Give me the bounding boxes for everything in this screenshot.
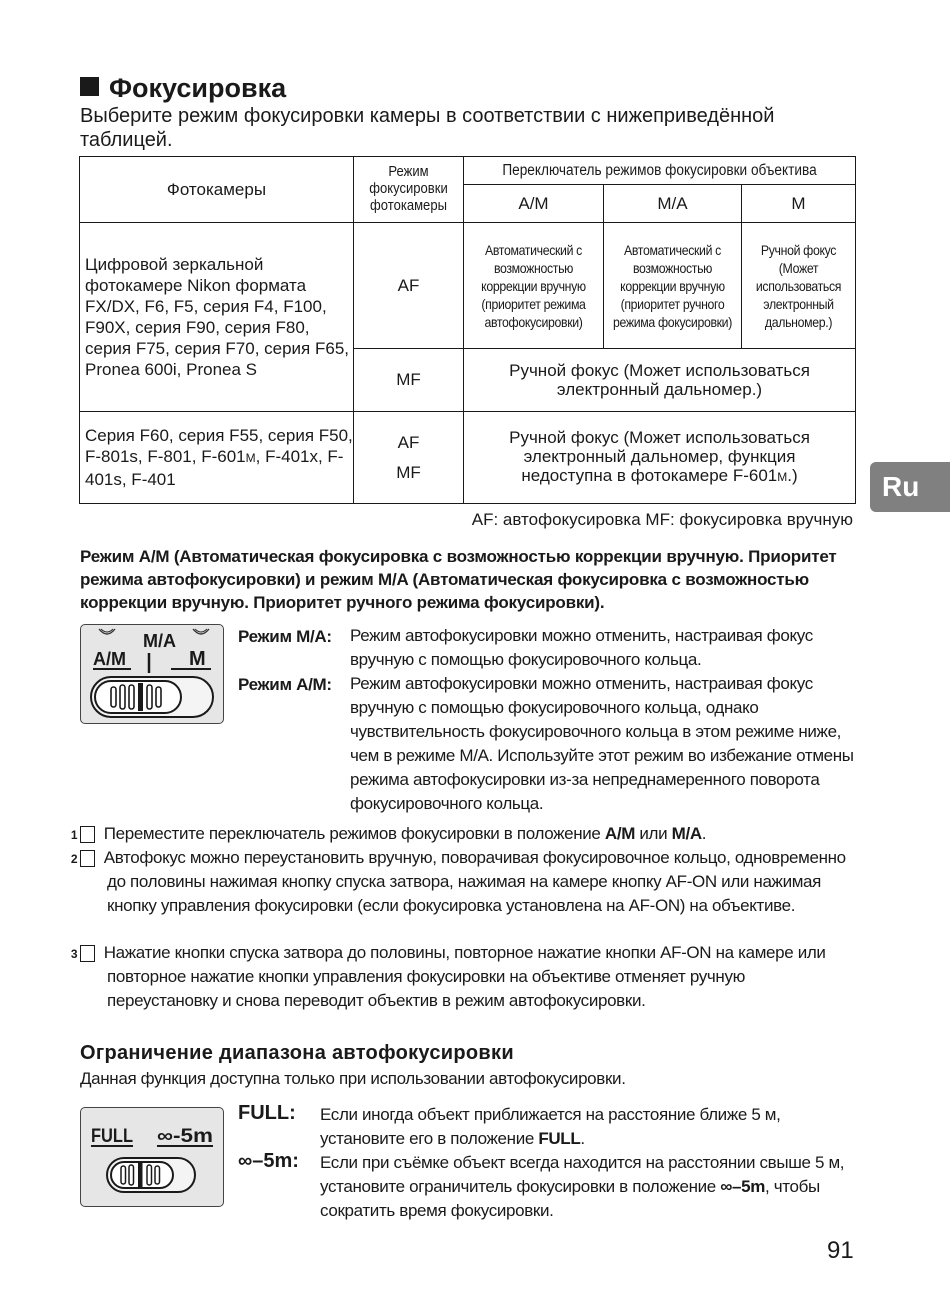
row1-af-ma-text: Автоматический с возможностью коррекции вручную (приоритет ручного режима фокусировки) [613,241,732,330]
step-1-text-mid: или [635,824,672,843]
limit-5m-text-b: , чтобы сократить время фокусировки. [320,1177,820,1220]
step-2 [70,846,850,918]
row2-all [464,412,856,504]
limit-full-label: FULL: [238,1102,296,1124]
header-ma: M/A [604,185,742,223]
row2-all-small-m: M [777,470,788,484]
row1-cameras: Цифровой зеркальной фотокамере Nikon формата FX/DX, F6, F5, серия F4, F100, F90X, серия F90, серия F80, серия F75, серия F70, серия F65, Pronea 600i, Pronea S [80,223,354,412]
row1-mf-all [464,349,856,412]
row2-all-text-end: .) [787,466,798,485]
step-3-number: 3 [80,945,95,962]
row1-af-am-text: Автоматический с возможностью коррекции вручную (приоритет режима автофокусировки) [481,241,586,330]
step-1-bold-am: A/M [604,824,636,843]
mode-ma-label: Режим M/A: [238,627,332,646]
step-1 [70,822,850,846]
mode-section-title: Режим A/M (Автоматическая фокусировка с возможностью коррекции вручную. Приоритет режима автофокусировки) и режим M/A (Автоматическая фокусировка с возможностью коррекции вручную. Приоритет ручного режима фокусировки). [80,547,837,612]
af-limit-title: Ограничение диапазона автофокусировки [80,1042,514,1064]
step-2-number: 2 [80,850,95,867]
mode-am-label: Режим A/M: [238,675,332,694]
limit-full-text [320,1103,855,1151]
step-1-number: 1 [80,826,95,843]
step-1-text-end: . [701,824,707,843]
switch1-top-label: M/A [143,631,176,651]
row2-all-text: Ручной фокус (Может использоваться электронный дальномер, функция недоступна в фотокамере F-601 [509,428,810,485]
row2-cameras-text: Серия F60, серия F55, серия F50, F-801s, F-801, F-601 [85,426,353,466]
af-limit-description: Данная функция доступна только при использовании автофокусировки. [80,1069,626,1088]
row2-cameras-small-m: M [245,451,256,465]
switch2-left-label: FULL [91,1126,134,1147]
row2-cameras-text-end: , F-401x, F-401s, F-401 [85,447,344,489]
page-title [80,73,286,104]
row1-mf-all-text: Ручной фокус (Может использоваться электронный дальномер.) [509,361,810,399]
row2-cameras [80,412,354,504]
limit-full-bold: FULL [538,1129,581,1148]
limit-5m-label: ∞–5m: [238,1150,299,1172]
switch1-left-label: A/M [93,649,126,669]
step-1-text: Переместите переключатель режимов фокусировки в положение [103,824,605,843]
header-camera-mode [354,157,464,223]
row2-af: AF [397,432,420,452]
square-bullet-icon [80,77,99,96]
header-lens-switch-text: Переключатель режимов фокусировки объектива [502,162,817,179]
header-camera-mode-text: Режим фокусировки фотокамеры [369,164,448,214]
row1-mf: MF [354,349,464,412]
row2-mf: MF [396,462,421,482]
mode-am-text: Режим автофокусировки можно отменить, настраивая фокус вручную с помощью фокусировочного кольца, однако чувствительность фокусировочного кольца в этом режиме ниже, чем в режиме M/A. Используйте этот режим во избежание отмены режима автофокусировки из-за непреднамеренного поворота фокусировочного кольца. [350,674,854,813]
switch2-right-label: ∞-5m [157,1126,213,1147]
intro-paragraph: Выберите режим фокусировки камеры в соответствии с нижеприведённой таблицей. [80,105,775,151]
focus-limit-switch-icon [81,1108,223,1206]
row1-af-am [464,223,604,349]
step-1-bold-ma: M/A [671,824,702,843]
row1-af-ma [604,223,742,349]
step-2-text: Автофокус можно переустановить вручную, поворачивая фокусировочное кольцо, одновременно до половины нажимая кнопку спуска затвора, нажимая на камере кнопку AF-ON или нажимая кнопку управления фокусировки (если фокусировка установлена на AF-ON) на объективе. [103,848,846,915]
mode-ma-text: Режим автофокусировки можно отменить, настраивая фокус вручную с помощью фокусировочного кольца. [350,626,813,669]
header-am: A/M [464,185,604,223]
header-lens-switch [464,157,856,185]
table-legend: AF: автофокусировка MF: фокусировка вручную [471,510,853,529]
header-m: M [742,185,856,223]
limit-full-text-b: . [580,1129,585,1148]
row1-af: AF [354,223,464,349]
row1-af-m [742,223,856,349]
row1-af-m-text: Ручной фокус (Может использоваться электронный дальномер.) [755,241,842,330]
focus-mode-switch-illustration [80,624,224,724]
focus-mode-table [79,156,856,504]
limit-5m-text [320,1151,855,1223]
page-title-text: Фокусировка [109,73,287,103]
focus-switch-icon [81,625,223,723]
focus-limit-switch-illustration [80,1107,224,1207]
language-tab: Ru [870,462,950,512]
page-number: 91 [827,1237,854,1264]
step-3 [70,941,850,1013]
limit-5m-text-a: Если при съёмке объект всегда находится на расстоянии свыше 5 м, установите ограничитель фокусировки в положение [320,1153,845,1196]
limit-5m-bold: ∞–5m [720,1177,766,1196]
header-cameras: Фотокамеры [80,157,354,223]
step-3-text: Нажатие кнопки спуска затвора до половины, повторное нажатие кнопки AF-ON на камере или повторное нажатие кнопки управления фокусировки на объективе отменяет ручную переустановку и снова переводит объектив в режим автофокусировки. [103,943,826,1010]
limit-full-text-a: Если иногда объект приближается на расстояние ближе 5 м, установите его в положение [320,1105,781,1148]
row2-modes [354,412,464,504]
switch1-right-label: M [189,648,206,670]
